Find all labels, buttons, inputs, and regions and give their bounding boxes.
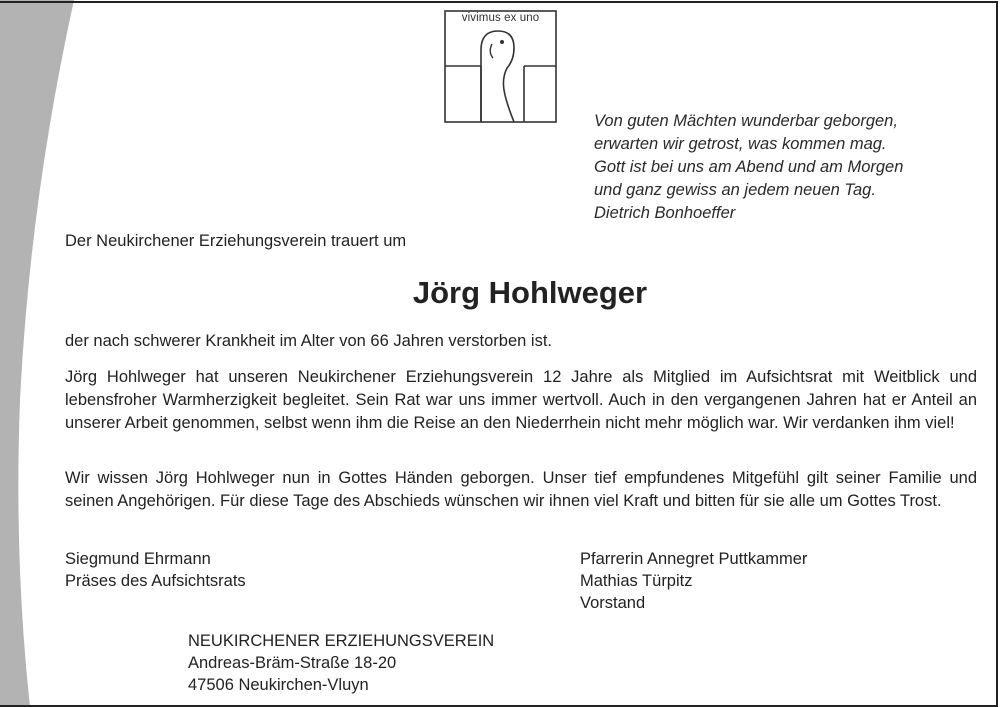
- logo-motto: vivimus ex uno: [461, 12, 540, 24]
- quote-line: Von guten Mächten wunderbar geborgen,: [594, 112, 898, 130]
- quote-line: und ganz gewiss an jedem neuen Tag.: [594, 181, 876, 199]
- decorative-gray-band: [0, 0, 80, 707]
- signatory-role: Präses des Aufsichtsrats: [65, 572, 246, 590]
- signatory-name: Siegmund Ehrmann: [65, 550, 211, 568]
- organization-name: NEUKIRCHENER ERZIEHUNGSVEREIN: [188, 632, 495, 650]
- bonhoeffer-quote: [594, 110, 986, 225]
- signatory-name: Mathias Türpitz: [580, 572, 693, 590]
- intro-text: Der Neukirchener Erziehungsverein trauert um: [65, 232, 407, 250]
- signature-left: [65, 548, 246, 592]
- dove-logo-icon: [444, 10, 557, 123]
- deceased-name: Jörg Hohlweger: [412, 275, 648, 310]
- quote-author: Dietrich Bonhoeffer: [594, 204, 736, 222]
- organization-address: [188, 630, 494, 696]
- address-city: 47506 Neukirchen-Vluyn: [188, 676, 369, 694]
- address-street: Andreas-Bräm-Straße 18-20: [188, 654, 397, 672]
- signatory-role: Vorstand: [580, 594, 646, 612]
- age-line: der nach schwerer Krankheit im Alter von 66 Jahren verstorben ist.: [65, 332, 552, 350]
- condolence-paragraph: Wir wissen Jörg Hohlweger nun in Gottes Händen geborgen. Unser tief empfundenes Mitgefühl gilt seiner Familie und seinen Angehörigen. Für diese Tage des Abschieds wünschen wir ihnen viel Kraft und bitten für sie alle um Gottes Trost.: [65, 469, 977, 510]
- signature-right: [580, 548, 807, 614]
- quote-line: Gott ist bei uns am Abend und am Morgen: [594, 158, 904, 176]
- tribute-paragraph: Jörg Hohlweger hat unseren Neukirchener Erziehungsverein 12 Jahre als Mitglied im Aufsichtsrat mit Weitblick und lebensfroher Warmherzigkeit begleitet. Sein Rat war uns immer wertvoll. Auch in den vergangenen Jahren hat er Anteil an unserer Arbeit genommen, selbst wenn ihm die Reise an den Niederrhein nicht mehr möglich war. Wir verdanken ihm viel!: [65, 368, 977, 432]
- quote-line: erwarten wir getrost, was kommen mag.: [594, 135, 887, 153]
- signatory-name: Pfarrerin Annegret Puttkammer: [580, 550, 808, 568]
